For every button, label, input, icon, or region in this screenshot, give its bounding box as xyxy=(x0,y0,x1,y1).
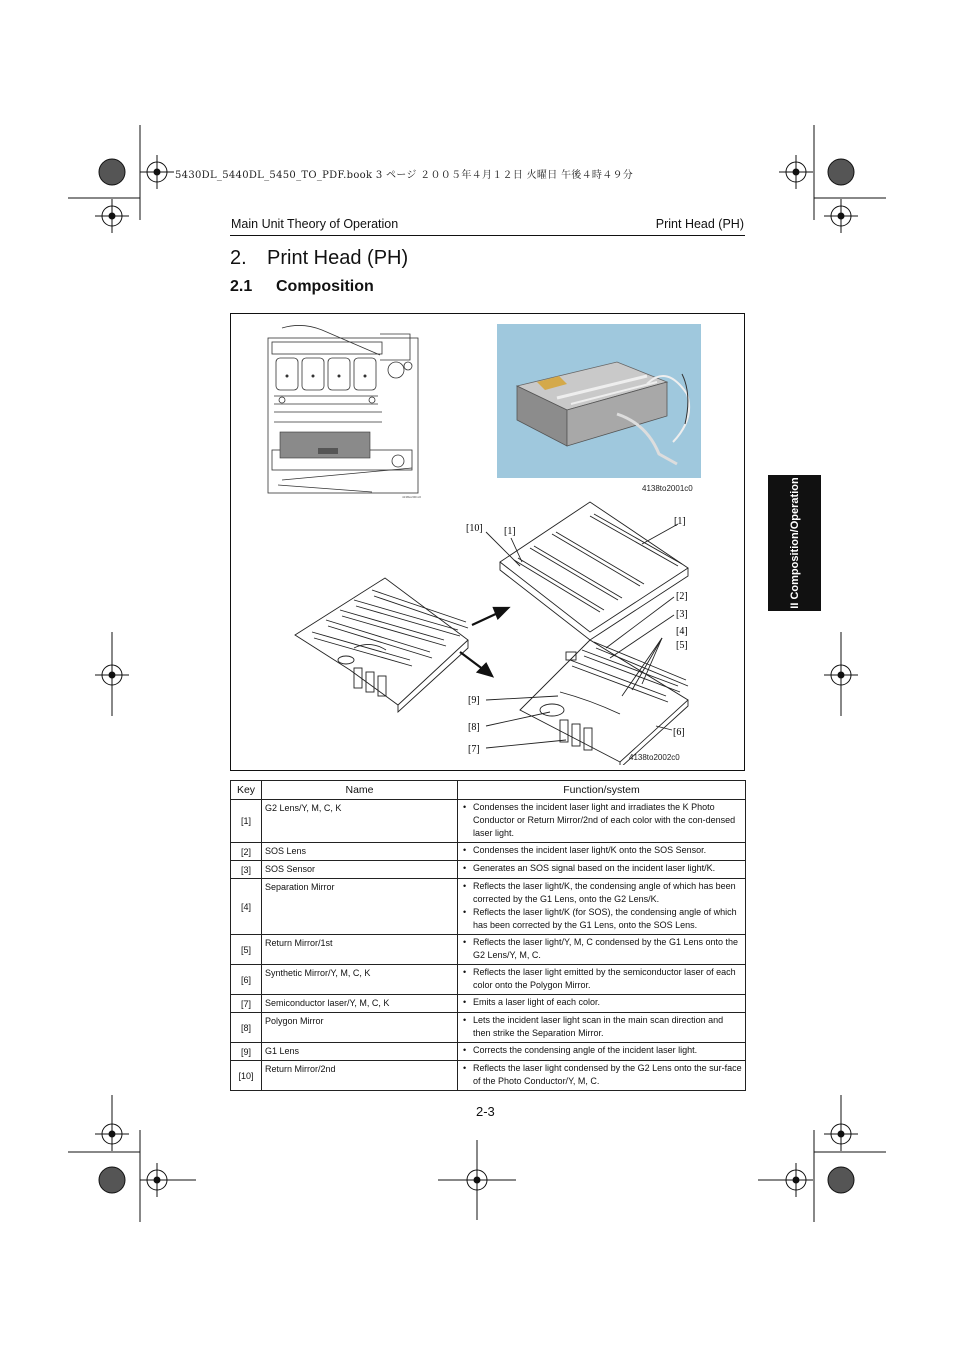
function-item: • Condenses the incident laser light/K onto the SOS Sensor. xyxy=(461,844,742,857)
row-name: Return Mirror/1st xyxy=(262,935,458,965)
table-row xyxy=(231,861,746,879)
chapter-side-tab-label: II Composition/Operation xyxy=(788,477,801,609)
row-function xyxy=(458,935,746,965)
row-key: [10] xyxy=(231,1061,262,1091)
function-item: • Generates an SOS signal based on the incident laser light/K. xyxy=(461,862,742,875)
table-row xyxy=(231,800,746,843)
print-info-line: 5430DL_5440DL_5450_TO_PDF.book 3 ページ ２００５年４月１２日 火曜日 午後４時４９分 xyxy=(175,170,634,181)
label-2: [2] xyxy=(676,591,688,602)
function-item: • Reflects the laser light/K, the condensing angle of which has been corrected by the G1 Lens, onto the G2 Lens/K. xyxy=(461,880,742,906)
thumbnail-caption: 4138to2001c0 xyxy=(402,495,422,499)
row-key: [6] xyxy=(231,965,262,995)
label-8: [8] xyxy=(468,722,480,733)
print-head-exploded-diagram xyxy=(290,500,710,765)
row-function xyxy=(458,879,746,935)
table-row xyxy=(231,1061,746,1091)
header-rule xyxy=(230,235,745,236)
table-header-row xyxy=(231,781,746,800)
function-item: • Reflects the laser light condensed by the G2 Lens onto the sur-face of the Photo Conductor/Y, M, C. xyxy=(461,1062,742,1088)
table-row xyxy=(231,935,746,965)
row-key: [7] xyxy=(231,995,262,1013)
row-function xyxy=(458,843,746,861)
column-header-function: Function/system xyxy=(458,781,746,800)
row-name: Separation Mirror xyxy=(262,879,458,935)
row-function xyxy=(458,1061,746,1091)
label-9: [9] xyxy=(468,695,480,706)
table-row xyxy=(231,1043,746,1061)
label-1a: [1] xyxy=(504,526,516,537)
photo-caption: 4138to2001c0 xyxy=(642,484,693,493)
table-row xyxy=(231,1013,746,1043)
machine-locator-diagram xyxy=(262,320,432,505)
subsection-number: 2.1 xyxy=(230,278,253,295)
row-name: SOS Sensor xyxy=(262,861,458,879)
row-function xyxy=(458,965,746,995)
function-item: • Reflects the laser light/Y, M, C condensed by the G1 Lens onto the G2 Lens/Y, M, C. xyxy=(461,936,742,962)
row-name: Return Mirror/2nd xyxy=(262,1061,458,1091)
running-header-right: Print Head (PH) xyxy=(655,217,744,231)
row-key: [3] xyxy=(231,861,262,879)
table-row xyxy=(231,965,746,995)
row-name: Semiconductor laser/Y, M, C, K xyxy=(262,995,458,1013)
row-key: [4] xyxy=(231,879,262,935)
subsection-title: Composition xyxy=(276,278,374,295)
row-function xyxy=(458,1013,746,1043)
section-number: 2. xyxy=(230,247,247,269)
row-function xyxy=(458,995,746,1013)
label-4: [4] xyxy=(676,626,688,637)
label-7: [7] xyxy=(468,744,480,755)
label-10: [10] xyxy=(466,523,483,534)
function-item: • Lets the incident laser light scan in the main scan direction and then strike the Separation Mirror. xyxy=(461,1014,742,1040)
page-number: 2-3 xyxy=(476,1104,495,1119)
row-name: G2 Lens/Y, M, C, K xyxy=(262,800,458,843)
label-5: [5] xyxy=(676,640,688,651)
table-row xyxy=(231,879,746,935)
function-item: • Reflects the laser light emitted by the semiconductor laser of each color onto the Polygon Mirror. xyxy=(461,966,742,992)
table-row xyxy=(231,995,746,1013)
section-title: Print Head (PH) xyxy=(267,247,409,269)
function-item: • Corrects the condensing angle of the incident laser light. xyxy=(461,1044,742,1057)
label-6: [6] xyxy=(673,727,685,738)
row-key: [1] xyxy=(231,800,262,843)
table-row xyxy=(231,843,746,861)
row-function xyxy=(458,1043,746,1061)
section-heading xyxy=(230,247,408,270)
column-header-name: Name xyxy=(262,781,458,800)
row-function xyxy=(458,861,746,879)
composition-table xyxy=(230,780,746,1091)
row-name: SOS Lens xyxy=(262,843,458,861)
row-key: [8] xyxy=(231,1013,262,1043)
print-head-photo xyxy=(497,324,701,478)
row-key: [9] xyxy=(231,1043,262,1061)
chapter-side-tab xyxy=(768,475,821,611)
row-key: [5] xyxy=(231,935,262,965)
running-header-left: Main Unit Theory of Operation xyxy=(231,217,399,231)
subsection-heading xyxy=(230,278,374,296)
function-item: • Condenses the incident laser light and irradiates the K Photo Conductor or Return Mirror/2nd of each color with the con-densed laser light. xyxy=(461,801,742,840)
row-key: [2] xyxy=(231,843,262,861)
function-item: • Emits a laser light of each color. xyxy=(461,996,742,1009)
label-3: [3] xyxy=(676,609,688,620)
row-name: Synthetic Mirror/Y, M, C, K xyxy=(262,965,458,995)
label-1b: [1] xyxy=(674,516,686,527)
row-name: Polygon Mirror xyxy=(262,1013,458,1043)
function-item: • Reflects the laser light/K (for SOS), the condensing angle of which has been corrected by the G1 Lens, onto the SOS Lens. xyxy=(461,906,742,932)
diagram-caption: 4138to2002c0 xyxy=(629,753,680,762)
row-function xyxy=(458,800,746,843)
column-header-key: Key xyxy=(231,781,262,800)
row-name: G1 Lens xyxy=(262,1043,458,1061)
print-head-unit-image xyxy=(497,324,701,478)
